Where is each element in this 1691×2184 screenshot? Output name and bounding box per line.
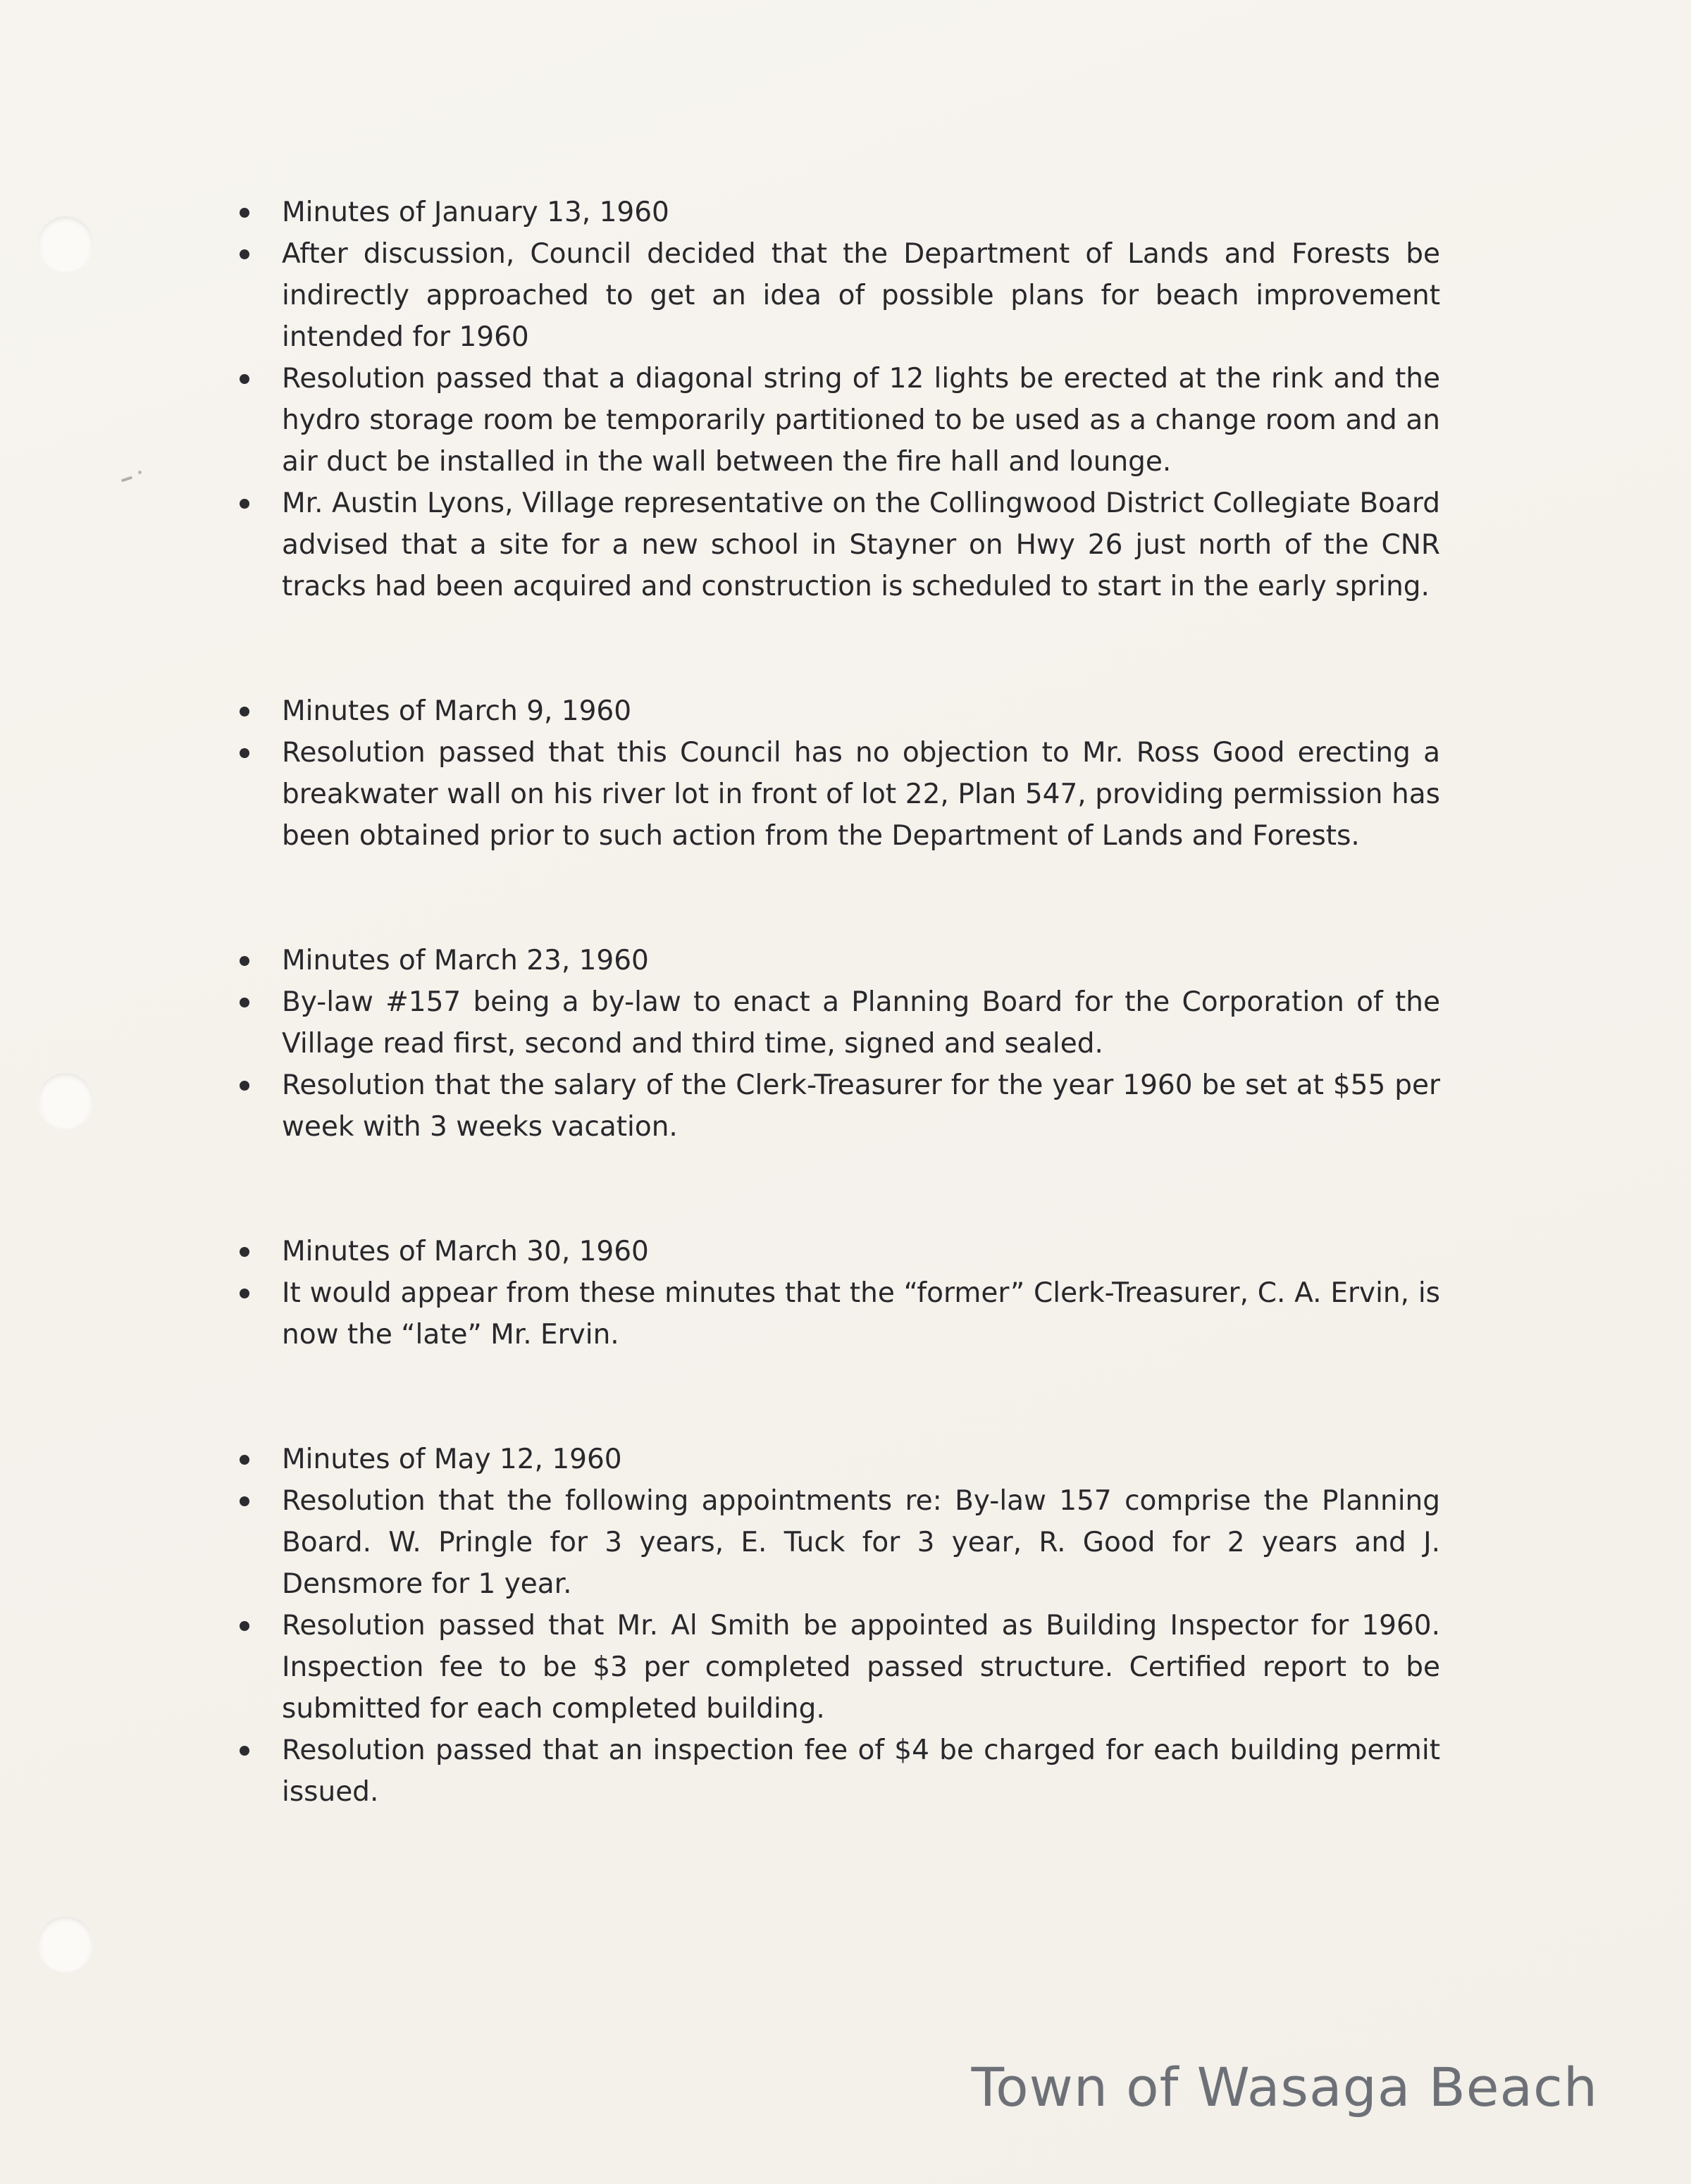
list-item-text: Resolution passed that Mr. Al Smith be appointed as Building Inspector for 1960. Inspection fee to be $3 per completed passed structure. Certified report to be submitted for each completed building. <box>282 1610 1440 1725</box>
list-item-text: Minutes of March 23, 1960 <box>282 945 649 976</box>
list-item-text: Resolution that the following appointments re: By-law 157 comprise the Planning Board. W. Pringle for 3 years, E. Tuck for 3 year, R. Good for 2 years and J. Densmore for 1 year. <box>282 1485 1440 1600</box>
bullet-icon <box>240 1746 249 1756</box>
punch-hole-top <box>38 216 93 271</box>
punch-hole-middle <box>38 1073 93 1128</box>
list-item <box>234 981 1440 1065</box>
list-item-text: Resolution passed that a diagonal string of 12 lights be erected at the rink and the hydro storage room be temporarily partitioned to be used as a change room and an air duct be installed in the wall between the fire hall and lounge. <box>282 363 1440 478</box>
bullet-icon <box>240 249 249 259</box>
list-item <box>234 1065 1440 1148</box>
minutes-section-january-13 <box>234 192 1440 607</box>
list-item-text: Minutes of January 13, 1960 <box>282 197 669 228</box>
bullet-icon <box>240 374 249 384</box>
section-heading <box>234 1439 1440 1480</box>
bullet-icon <box>240 1081 249 1091</box>
list-item-text: Resolution that the salary of the Clerk-Treasurer for the year 1960 be set at $55 per week with 3 weeks vacation. <box>282 1069 1440 1143</box>
minutes-section-march-23 <box>234 940 1440 1148</box>
bullet-icon <box>240 1496 249 1506</box>
section-heading <box>234 690 1440 732</box>
list-item <box>234 1605 1440 1730</box>
section-heading <box>234 1231 1440 1272</box>
list-item-text: By-law #157 being a by-law to enact a Planning Board for the Corporation of the Village read first, second and third time, signed and sealed. <box>282 986 1440 1060</box>
bullet-icon <box>240 707 249 716</box>
list-item-text: It would appear from these minutes that the “former” Clerk-Treasurer, C. A. Ervin, is now the “late” Mr. Ervin. <box>282 1277 1440 1351</box>
list-item <box>234 1480 1440 1605</box>
section-heading <box>234 192 1440 233</box>
minutes-section-march-30 <box>234 1231 1440 1355</box>
minutes-section-march-9 <box>234 690 1440 857</box>
document-body <box>234 192 1440 1896</box>
list-item <box>234 233 1440 358</box>
list-item <box>234 1272 1440 1355</box>
list-item-text: After discussion, Council decided that the Department of Lands and Forests be indirectly approached to get an idea of possible plans for beach improvement intended for 1960 <box>282 238 1440 353</box>
town-watermark: Town of Wasaga Beach <box>971 2056 1598 2118</box>
bullet-icon <box>240 499 249 509</box>
pen-mark <box>121 471 142 489</box>
punch-hole-bottom <box>38 1916 93 1971</box>
section-heading <box>234 940 1440 981</box>
list-item-text: Minutes of March 30, 1960 <box>282 1236 649 1267</box>
minutes-section-may-12 <box>234 1439 1440 1813</box>
bullet-icon <box>240 998 249 1007</box>
bullet-icon <box>240 1289 249 1298</box>
list-item <box>234 358 1440 483</box>
list-item-text: Resolution passed that an inspection fee of $4 be charged for each building permit issued. <box>282 1735 1440 1808</box>
bullet-icon <box>240 748 249 758</box>
list-item-text: Resolution passed that this Council has no objection to Mr. Ross Good erecting a breakwater wall on his river lot in front of lot 22, Plan 547, providing permission has been obtained prior to such action from the Department of Lands and Forests. <box>282 737 1440 852</box>
list-item <box>234 732 1440 857</box>
bullet-icon <box>240 1455 249 1465</box>
bullet-icon <box>240 956 249 966</box>
bullet-icon <box>240 1247 249 1257</box>
list-item-text: Minutes of May 12, 1960 <box>282 1444 622 1475</box>
list-item <box>234 483 1440 607</box>
list-item-text: Mr. Austin Lyons, Village representative on the Collingwood District Collegiate Board advised that a site for a new school in Stayner on Hwy 26 just north of the CNR tracks had been acquired and construction is scheduled to start in the early spring. <box>282 488 1440 602</box>
list-item-text: Minutes of March 9, 1960 <box>282 695 632 727</box>
list-item <box>234 1730 1440 1813</box>
bullet-icon <box>240 1621 249 1631</box>
bullet-icon <box>240 208 249 218</box>
